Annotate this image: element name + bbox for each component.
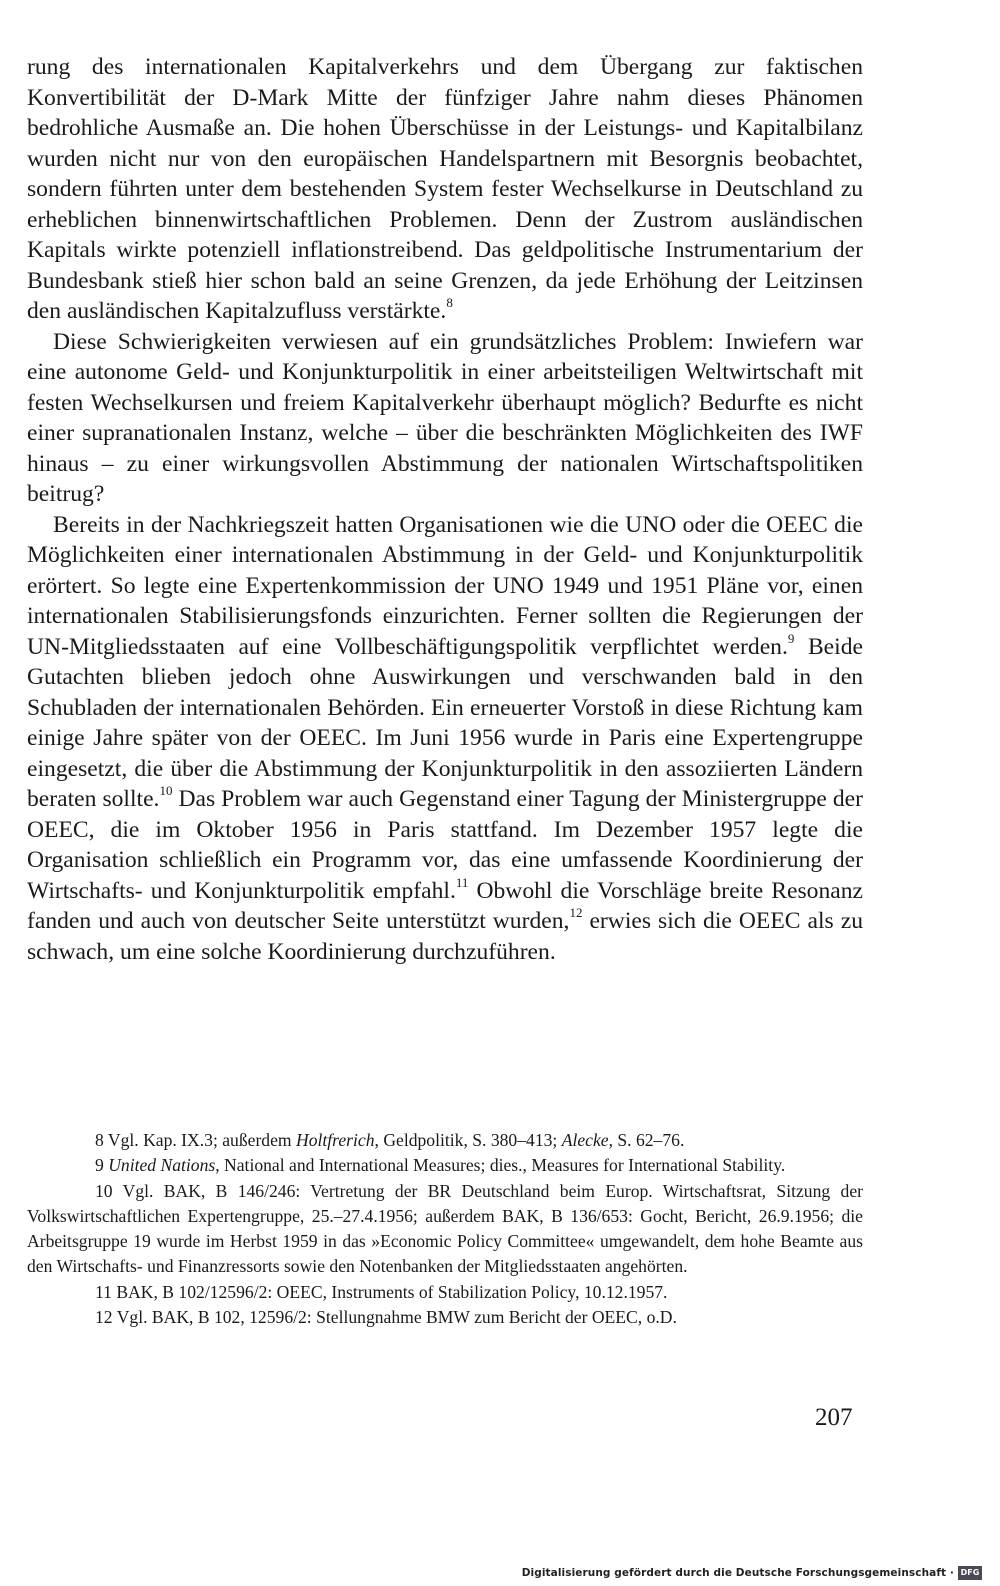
footnote: [27, 1128, 863, 1153]
main-text: [27, 52, 863, 967]
footnote-text: , National and International Measures; dies., Measures for International Stability.: [215, 1155, 786, 1176]
footnote: [27, 1153, 863, 1178]
dfg-logo-icon: DFG: [958, 1566, 982, 1580]
footnote-number: 8: [95, 1130, 104, 1150]
page-number: 207: [815, 1404, 853, 1431]
footnote-number: 12: [95, 1307, 113, 1328]
paragraph: [27, 327, 863, 510]
footnote-text: BAK, B 102/12596/2: OEEC, Instruments of Stabilization Policy, 10.12.1957.: [116, 1281, 668, 1302]
footnotes: [27, 1128, 863, 1330]
text-segment: erwies sich die OEEC als zu schwach, um eine solche Koordinierung durchzuführen.: [27, 908, 863, 965]
footnote-reference[interactable]: 8: [446, 295, 453, 311]
footnote: [27, 1179, 863, 1280]
footnote-number: 10: [95, 1180, 113, 1201]
footnote-text: Vgl. Kap. IX.3; außerdem: [107, 1130, 296, 1150]
text-segment: Obwohl die Vorschläge breite Resonanz fanden und auch von deutscher Seite unterstützt wurden,: [27, 877, 863, 934]
footnote-author: Alecke: [561, 1130, 609, 1150]
footnote-text: , S. 62–76.: [608, 1130, 685, 1150]
footnote-reference[interactable]: 9: [787, 630, 795, 646]
footnote-text: Vgl. BAK, B 102, 12596/2: Stellungnahme BMW zum Bericht der OEEC, o.D.: [116, 1307, 677, 1328]
digitization-credit: Digitalisierung gefördert durch die Deutsche Forschungsgemeinschaft ·: [521, 1567, 954, 1579]
paragraph: [27, 510, 863, 968]
footnote-number: 11: [95, 1281, 112, 1302]
text-segment: Diese Schwierigkeiten verwiesen auf ein grundsätzliches Problem: Inwiefern war eine autonome Geld- und Konjunkturpolitik in einer arbeitsteiligen Weltwirtschaft mit festen Wechselkursen und freiem Kapitalverkehr überhaupt möglich? Bedurfte es nicht einer supranationalen Instanz, welche – über die beschränkten Möglichkeiten des IWF hinaus – zu einer wirkungsvollen Abstimmung der nationalen Wirtschaftspolitiken beitrug?: [27, 328, 863, 507]
footnote-reference[interactable]: 10: [159, 783, 173, 799]
footnote-reference[interactable]: 11: [455, 874, 469, 890]
footnote: [27, 1280, 863, 1305]
footnote-text: Vgl. BAK, B 146/246: Vertretung der BR Deutschland beim Europ. Wirtschaftsrat, Sitzung der Volkswirtschaftlichen Expertengruppe, 25.–27.4.1956; außerdem BAK, B 136/653: Gocht, Bericht, 26.9.1956; die Arbeitsgruppe 19 wurde im Herbst 1959 in das »Economic Policy Committee« umgewandelt, dem hohe Beamte aus den Wirtschafts- und Finanzressorts sowie den Notenbanken der Mitgliedsstaaten angehörten.: [27, 1180, 863, 1277]
text-segment: rung des internationalen Kapitalverkehrs und dem Übergang zur faktischen Konvertibilität der D-Mark Mitte der fünfziger Jahre nahm dieses Phänomen bedrohliche Ausmaße an. Die hohen Überschüsse in der Leistungs- und Kapitalbilanz wurden nicht nur von den europäischen Handelspartnern mit Besorgnis beobachtet, sondern führten unter dem bestehenden System fester Wechselkurse in Deutschland zu erheblichen binnenwirtschaftlichen Problemen. Denn der Zustrom ausländischen Kapitals wirkte potenziell inflationstreibend. Das geldpolitische Instrumentarium der Bundesbank stieß hier schon bald an seine Grenzen, da jede Erhöhung der Leitzinsen den ausländischen Kapitalzufluss verstärkte.: [27, 54, 863, 324]
text-segment: Das Problem war auch Gegenstand einer Tagung der Ministergruppe der OEEC, die im Oktober 1956 in Paris stattfand. Im Dezember 1957 legte die Organisation schließlich ein Programm vor, das eine umfassende Koordinierung der Wirtschafts- und Konjunkturpolitik empfahl.: [27, 786, 863, 904]
footnote-author: United Nations: [108, 1155, 216, 1176]
footnote-number: 9: [95, 1155, 104, 1176]
text-segment: Beide Gutachten blieben jedoch ohne Auswirkungen und verschwanden bald in den Schubladen der internationalen Behörden. Ein erneuerter Vorstoß in diese Richtung kam einige Jahre später von der OEEC. Im Juni 1956 wurde in Paris eine Expertengruppe eingesetzt, die über die Abstimmung der Konjunkturpolitik in den assoziierten Ländern beraten sollte.: [27, 633, 863, 812]
text-segment: Bereits in der Nachkriegszeit hatten Organisationen wie die UNO oder die OEEC die Möglichkeiten einer internationalen Abstimmung in der Geld- und Konjunkturpolitik erörtert. So legte eine Expertenkommission der UNO 1949 und 1951 Pläne vor, einen internationalen Stabilisierungsfonds einzurichten. Ferner sollten die Regierungen der UN-Mitgliedsstaaten auf eine Vollbeschäftigungspolitik verpflichtet werden.: [27, 511, 863, 660]
footnote-text: , Geldpolitik, S. 380–413;: [374, 1130, 562, 1150]
paragraph: [27, 52, 863, 327]
footnote-reference[interactable]: 12: [569, 905, 583, 921]
body-text: [27, 52, 863, 967]
footnote: [27, 1305, 863, 1330]
footnote-author: Holtfrerich: [296, 1130, 375, 1150]
